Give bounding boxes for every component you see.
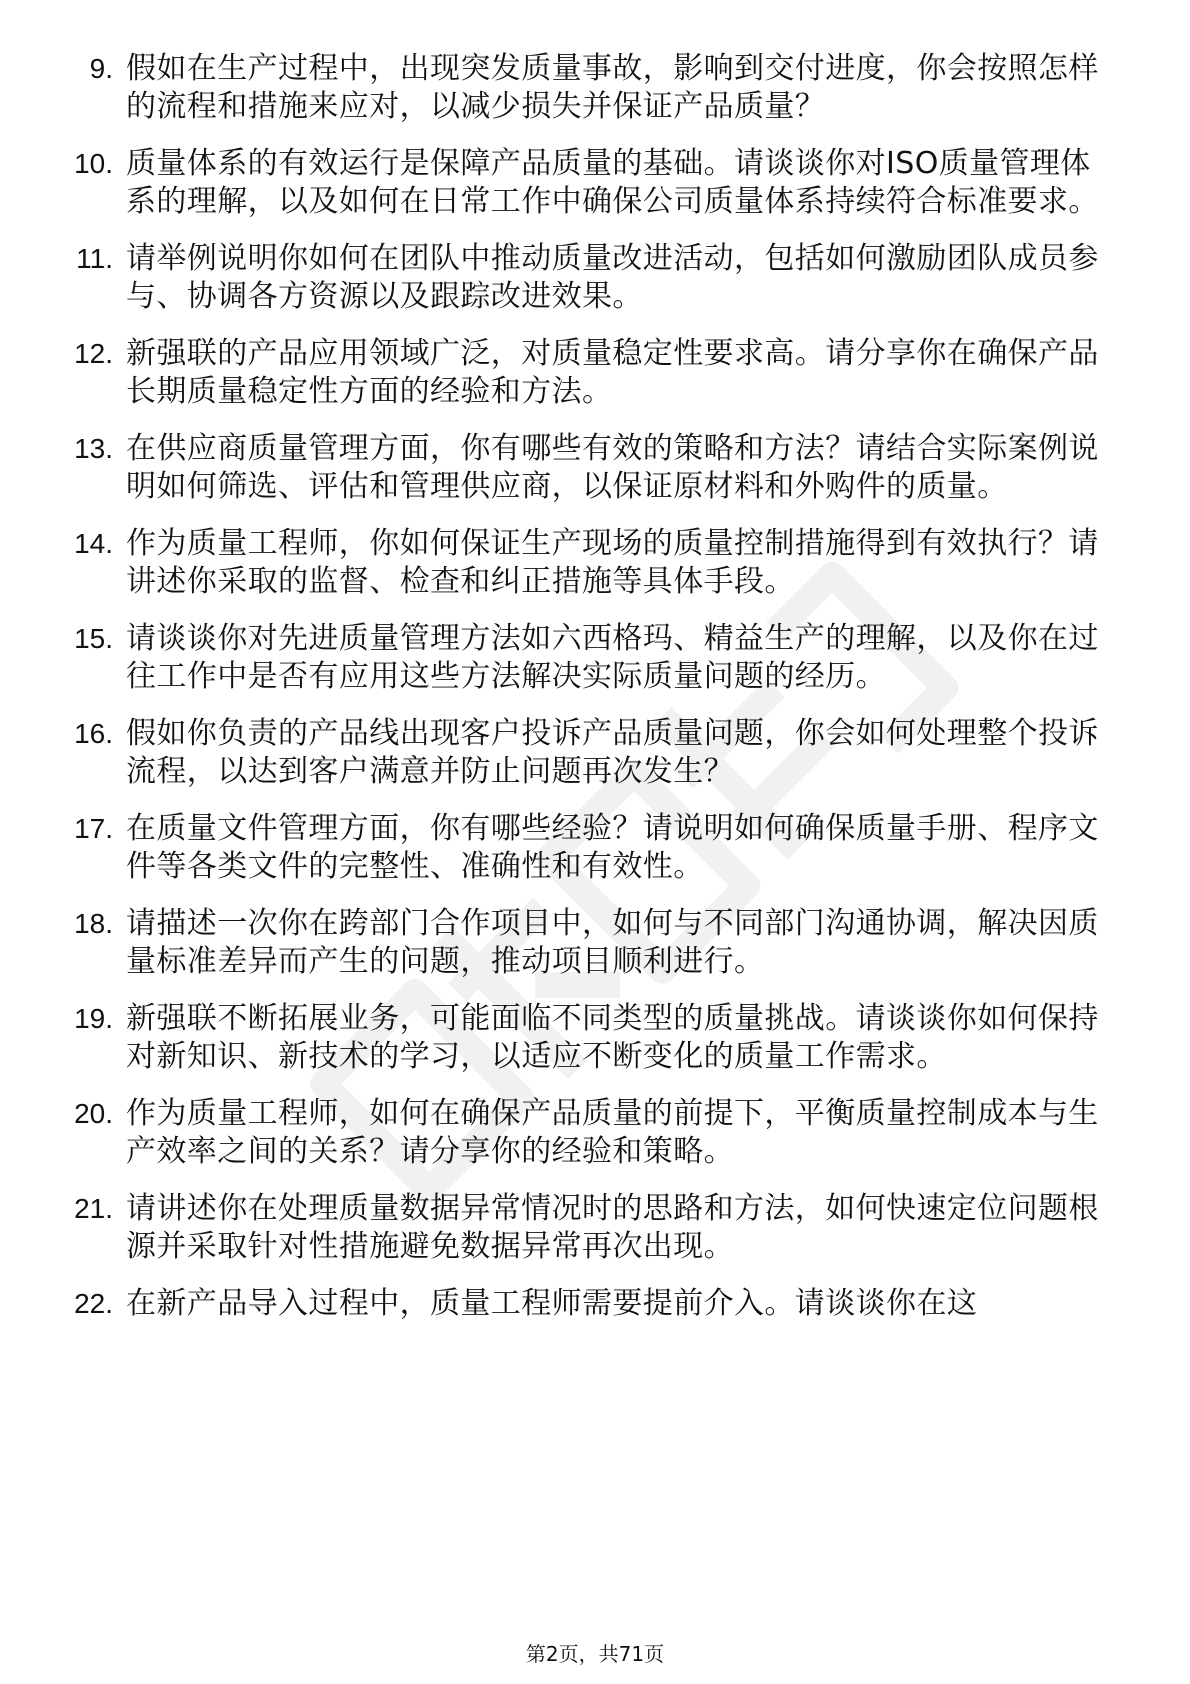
question-number: 21. bbox=[74, 1193, 113, 1224]
question-text: 在供应商质量管理方面，你有哪些有效的策略和方法？请结合实际案例说明如何筛选、评估和管理供应商，以保证原材料和外购件的质量。 bbox=[126, 431, 1099, 504]
question-text: 请讲述你在处理质量数据异常情况时的思路和方法，如何快速定位问题根源并采取针对性措施避免数据异常再次出现。 bbox=[126, 1191, 1099, 1264]
question-number: 10. bbox=[74, 148, 113, 179]
question-text: 作为质量工程师，你如何保证生产现场的质量控制措施得到有效执行？请讲述你采取的监督、检查和纠正措施等具体手段。 bbox=[126, 526, 1099, 599]
question-number: 19. bbox=[74, 1003, 113, 1034]
question-text: 请谈谈你对先进质量管理方法如六西格玛、精益生产的理解，以及你在过往工作中是否有应用这些方法解决实际质量问题的经历。 bbox=[126, 621, 1099, 694]
question-text: 在质量文件管理方面，你有哪些经验？请说明如何确保质量手册、程序文件等各类文件的完整性、准确性和有效性。 bbox=[126, 811, 1099, 884]
question-number: 11. bbox=[76, 243, 113, 274]
question-item bbox=[0, 240, 1190, 316]
question-text: 假如在生产过程中，出现突发质量事故，影响到交付进度，你会按照怎样的流程和措施来应对，以减少损失并保证产品质量？ bbox=[126, 51, 1099, 124]
question-item bbox=[0, 525, 1190, 601]
question-item bbox=[0, 1190, 1190, 1266]
question-text: 作为质量工程师，如何在确保产品质量的前提下，平衡质量控制成本与生产效率之间的关系？请分享你的经验和策略。 bbox=[126, 1096, 1099, 1169]
question-number: 15. bbox=[74, 623, 113, 654]
question-text: 在新产品导入过程中，质量工程师需要提前介入。请谈谈你在这 bbox=[126, 1286, 978, 1321]
question-number: 18. bbox=[74, 908, 113, 939]
question-number: 20. bbox=[74, 1098, 113, 1129]
question-item bbox=[0, 145, 1190, 221]
question-text: 质量体系的有效运行是保障产品质量的基础。请谈谈你对ISO质量管理体系的理解，以及如何在日常工作中确保公司质量体系持续符合标准要求。 bbox=[126, 146, 1099, 219]
question-text: 假如你负责的产品线出现客户投诉产品质量问题，你会如何处理整个投诉流程，以达到客户满意并防止问题再次发生？ bbox=[126, 716, 1099, 789]
question-text: 新强联的产品应用领域广泛，对质量稳定性要求高。请分享你在确保产品长期质量稳定性方面的经验和方法。 bbox=[126, 336, 1099, 409]
question-number: 13. bbox=[74, 433, 113, 464]
question-number: 17. bbox=[74, 813, 113, 844]
question-item bbox=[0, 1095, 1190, 1171]
question-item bbox=[0, 430, 1190, 506]
question-item bbox=[0, 715, 1190, 791]
question-item bbox=[0, 810, 1190, 886]
question-number: 16. bbox=[74, 718, 113, 749]
question-item bbox=[0, 335, 1190, 411]
question-item bbox=[0, 905, 1190, 981]
question-item bbox=[0, 620, 1190, 696]
question-number: 14. bbox=[74, 528, 113, 559]
question-number: 22. bbox=[74, 1288, 113, 1319]
question-number: 12. bbox=[74, 338, 113, 369]
question-number: 9. bbox=[89, 53, 113, 84]
question-item bbox=[0, 50, 1190, 126]
question-list bbox=[0, 50, 1190, 1342]
page-footer: 第2页，共71页 bbox=[525, 1642, 665, 1666]
question-item bbox=[0, 1000, 1190, 1076]
question-item bbox=[0, 1285, 1190, 1323]
question-text: 请举例说明你如何在团队中推动质量改进活动，包括如何激励团队成员参与、协调各方资源以及跟踪改进效果。 bbox=[126, 241, 1099, 314]
question-text: 请描述一次你在跨部门合作项目中，如何与不同部门沟通协调，解决因质量标准差异而产生的问题，推动项目顺利进行。 bbox=[126, 906, 1099, 979]
question-text: 新强联不断拓展业务，可能面临不同类型的质量挑战。请谈谈你如何保持对新知识、新技术的学习，以适应不断变化的质量工作需求。 bbox=[126, 1001, 1099, 1074]
